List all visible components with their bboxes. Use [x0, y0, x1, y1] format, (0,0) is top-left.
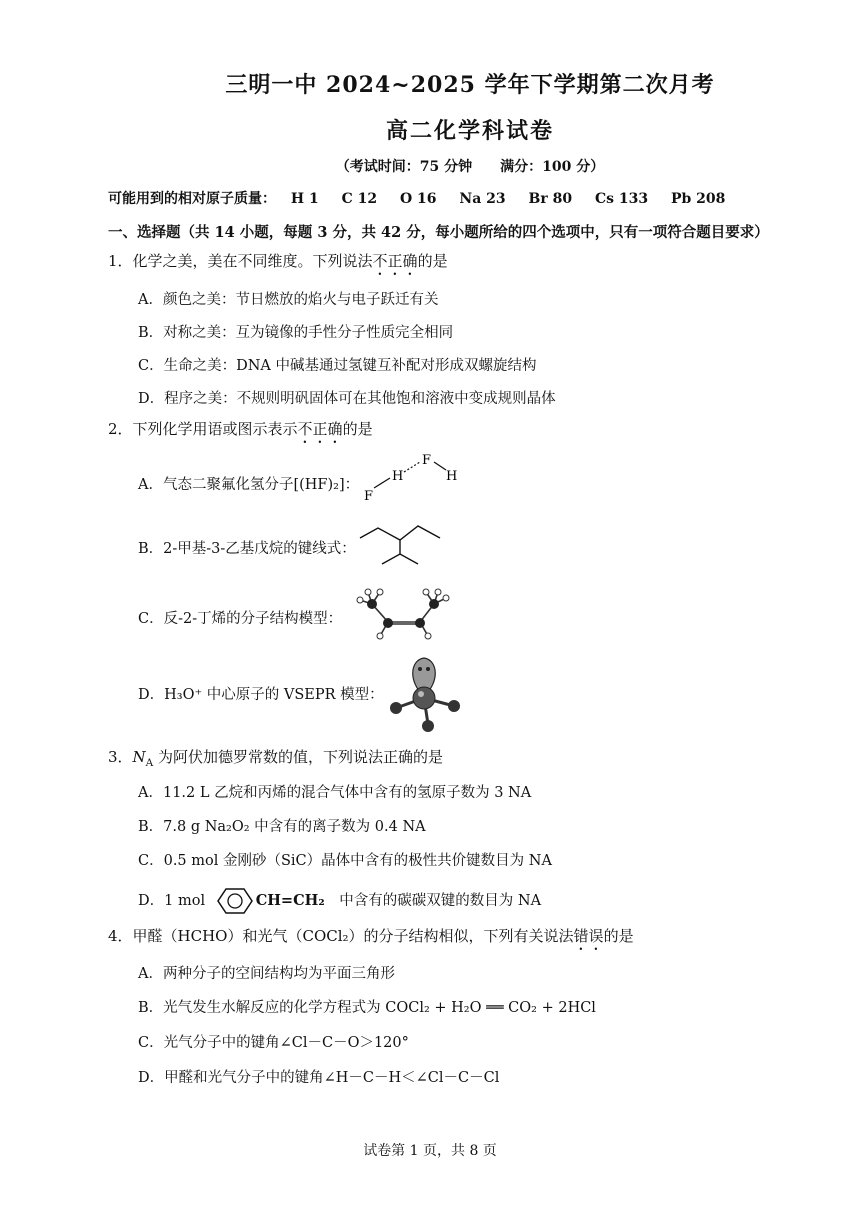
atomic-masses-label: 可能用到的相对原子质量： — [108, 191, 276, 207]
question-4-stem — [108, 925, 634, 954]
skeletal-formula-diagram — [356, 518, 446, 570]
emphasis-text: 不正确 — [297, 420, 343, 438]
emphasis-text: 不正确 — [372, 252, 418, 270]
q3-option-c: C．0.5 mol 金刚砂（SiC）晶体中含有的极性共价键数目为 NA — [138, 853, 552, 869]
question-2-stem — [108, 418, 373, 447]
benzene-ring-icon — [216, 886, 254, 916]
section-heading: 一、选择题（共 14 小题，每题 3 分，共 42 分，每小题所给的四个选项中，只有一项符合题目要求） — [108, 224, 769, 241]
q1-option-a: A．颜色之美：节日燃放的焰火与电子跃迁有关 — [138, 292, 439, 308]
h-atom-label: H — [446, 469, 458, 484]
atomic-mass-item: H 1 — [290, 191, 319, 207]
question-text: 为阿伏加德罗常数的值，下列说法正确的是 — [153, 748, 444, 766]
question-text: 4．甲醛（HCHO）和光气（COCl₂）的分子结构相似，下列有关说法 — [108, 927, 574, 945]
atomic-mass-item: Na 23 — [459, 191, 506, 207]
atomic-mass-item: C 12 — [341, 191, 378, 207]
atomic-mass-item: Cs 133 — [594, 191, 649, 207]
option-text: 中含有的碳碳双键的数目为 NA — [339, 893, 542, 909]
q1-option-b: B．对称之美：互为镜像的手性分子性质完全相同 — [138, 325, 454, 341]
f-atom-label: F — [364, 489, 374, 504]
atomic-mass-item: O 16 — [399, 191, 437, 207]
q4-option-a: A．两种分子的空间结构均为平面三角形 — [138, 966, 395, 982]
na-symbol: N — [132, 748, 146, 766]
h-atom-label: H — [392, 469, 404, 484]
exam-subtitle: 高二化学科试卷 — [385, 118, 554, 144]
q1-option-c: C．生命之美：DNA 中碱基通过氢键互补配对形成双螺旋结构 — [138, 358, 537, 374]
atomic-masses — [108, 188, 743, 208]
q2-option-a: A．气态二聚氟化氢分子[(HF)₂]： — [138, 477, 360, 493]
exam-info: （考试时间：75 分钟 满分：100 分） — [335, 159, 605, 175]
exam-title: 三明一中 2024~2025 学年下学期第二次月考 — [225, 72, 715, 98]
atomic-mass-item: Pb 208 — [670, 191, 726, 207]
q4-option-c: C．光气分子中的键角∠Cl－C－O＞120° — [138, 1035, 409, 1051]
q4-option-d: D．甲醛和光气分子中的键角∠H－C－H＜∠Cl－C－Cl — [138, 1070, 500, 1086]
q1-option-d: D．程序之美：不规则明矾固体可在其他饱和溶液中变成规则晶体 — [138, 391, 556, 407]
q3-option-b: B．7.8 g Na₂O₂ 中含有的离子数为 0.4 NA — [138, 819, 426, 835]
question-text: 的是 — [417, 252, 448, 270]
hf-dimer-diagram — [350, 448, 470, 510]
f-atom-label: F — [422, 453, 432, 468]
q2-option-b: B．2-甲基-3-乙基戊烷的键线式： — [138, 541, 356, 557]
question-text: 1．化学之美，美在不同维度。下列说法 — [108, 252, 373, 270]
question-1-stem — [108, 250, 448, 279]
q2-option-c: C．反-2-丁烯的分子结构模型： — [138, 611, 343, 627]
q4-option-b: B．光气发生水解反应的化学方程式为 COCl₂ + H₂O ══ CO₂ + 2HCl — [138, 1000, 596, 1016]
q2-option-d: D．H₃O⁺ 中心原子的 VSEPR 模型： — [138, 687, 384, 703]
atomic-mass-item: Br 80 — [528, 191, 573, 207]
q3-option-d — [138, 886, 541, 916]
question-text: 的是 — [342, 420, 373, 438]
page-footer: 试卷第 1 页，共 8 页 — [363, 1143, 497, 1159]
emphasis-text: 错误 — [573, 927, 604, 945]
trans-2-butene-model — [350, 586, 460, 646]
question-text: 的是 — [603, 927, 634, 945]
vsepr-model — [384, 652, 470, 736]
na-subscript: A — [145, 757, 154, 769]
vinyl-formula: CH=CH₂ — [255, 892, 325, 909]
question-3-stem: 3．$N_A$ 为阿伏加德罗常数的值，下列说法正确的是 — [108, 748, 444, 769]
q3-option-a: A．11.2 L 乙烷和丙烯的混合气体中含有的氢原子数为 3 NA — [138, 785, 532, 801]
option-text: D．1 mol — [138, 893, 206, 909]
question-text: 2．下列化学用语或图示表示 — [108, 420, 298, 438]
